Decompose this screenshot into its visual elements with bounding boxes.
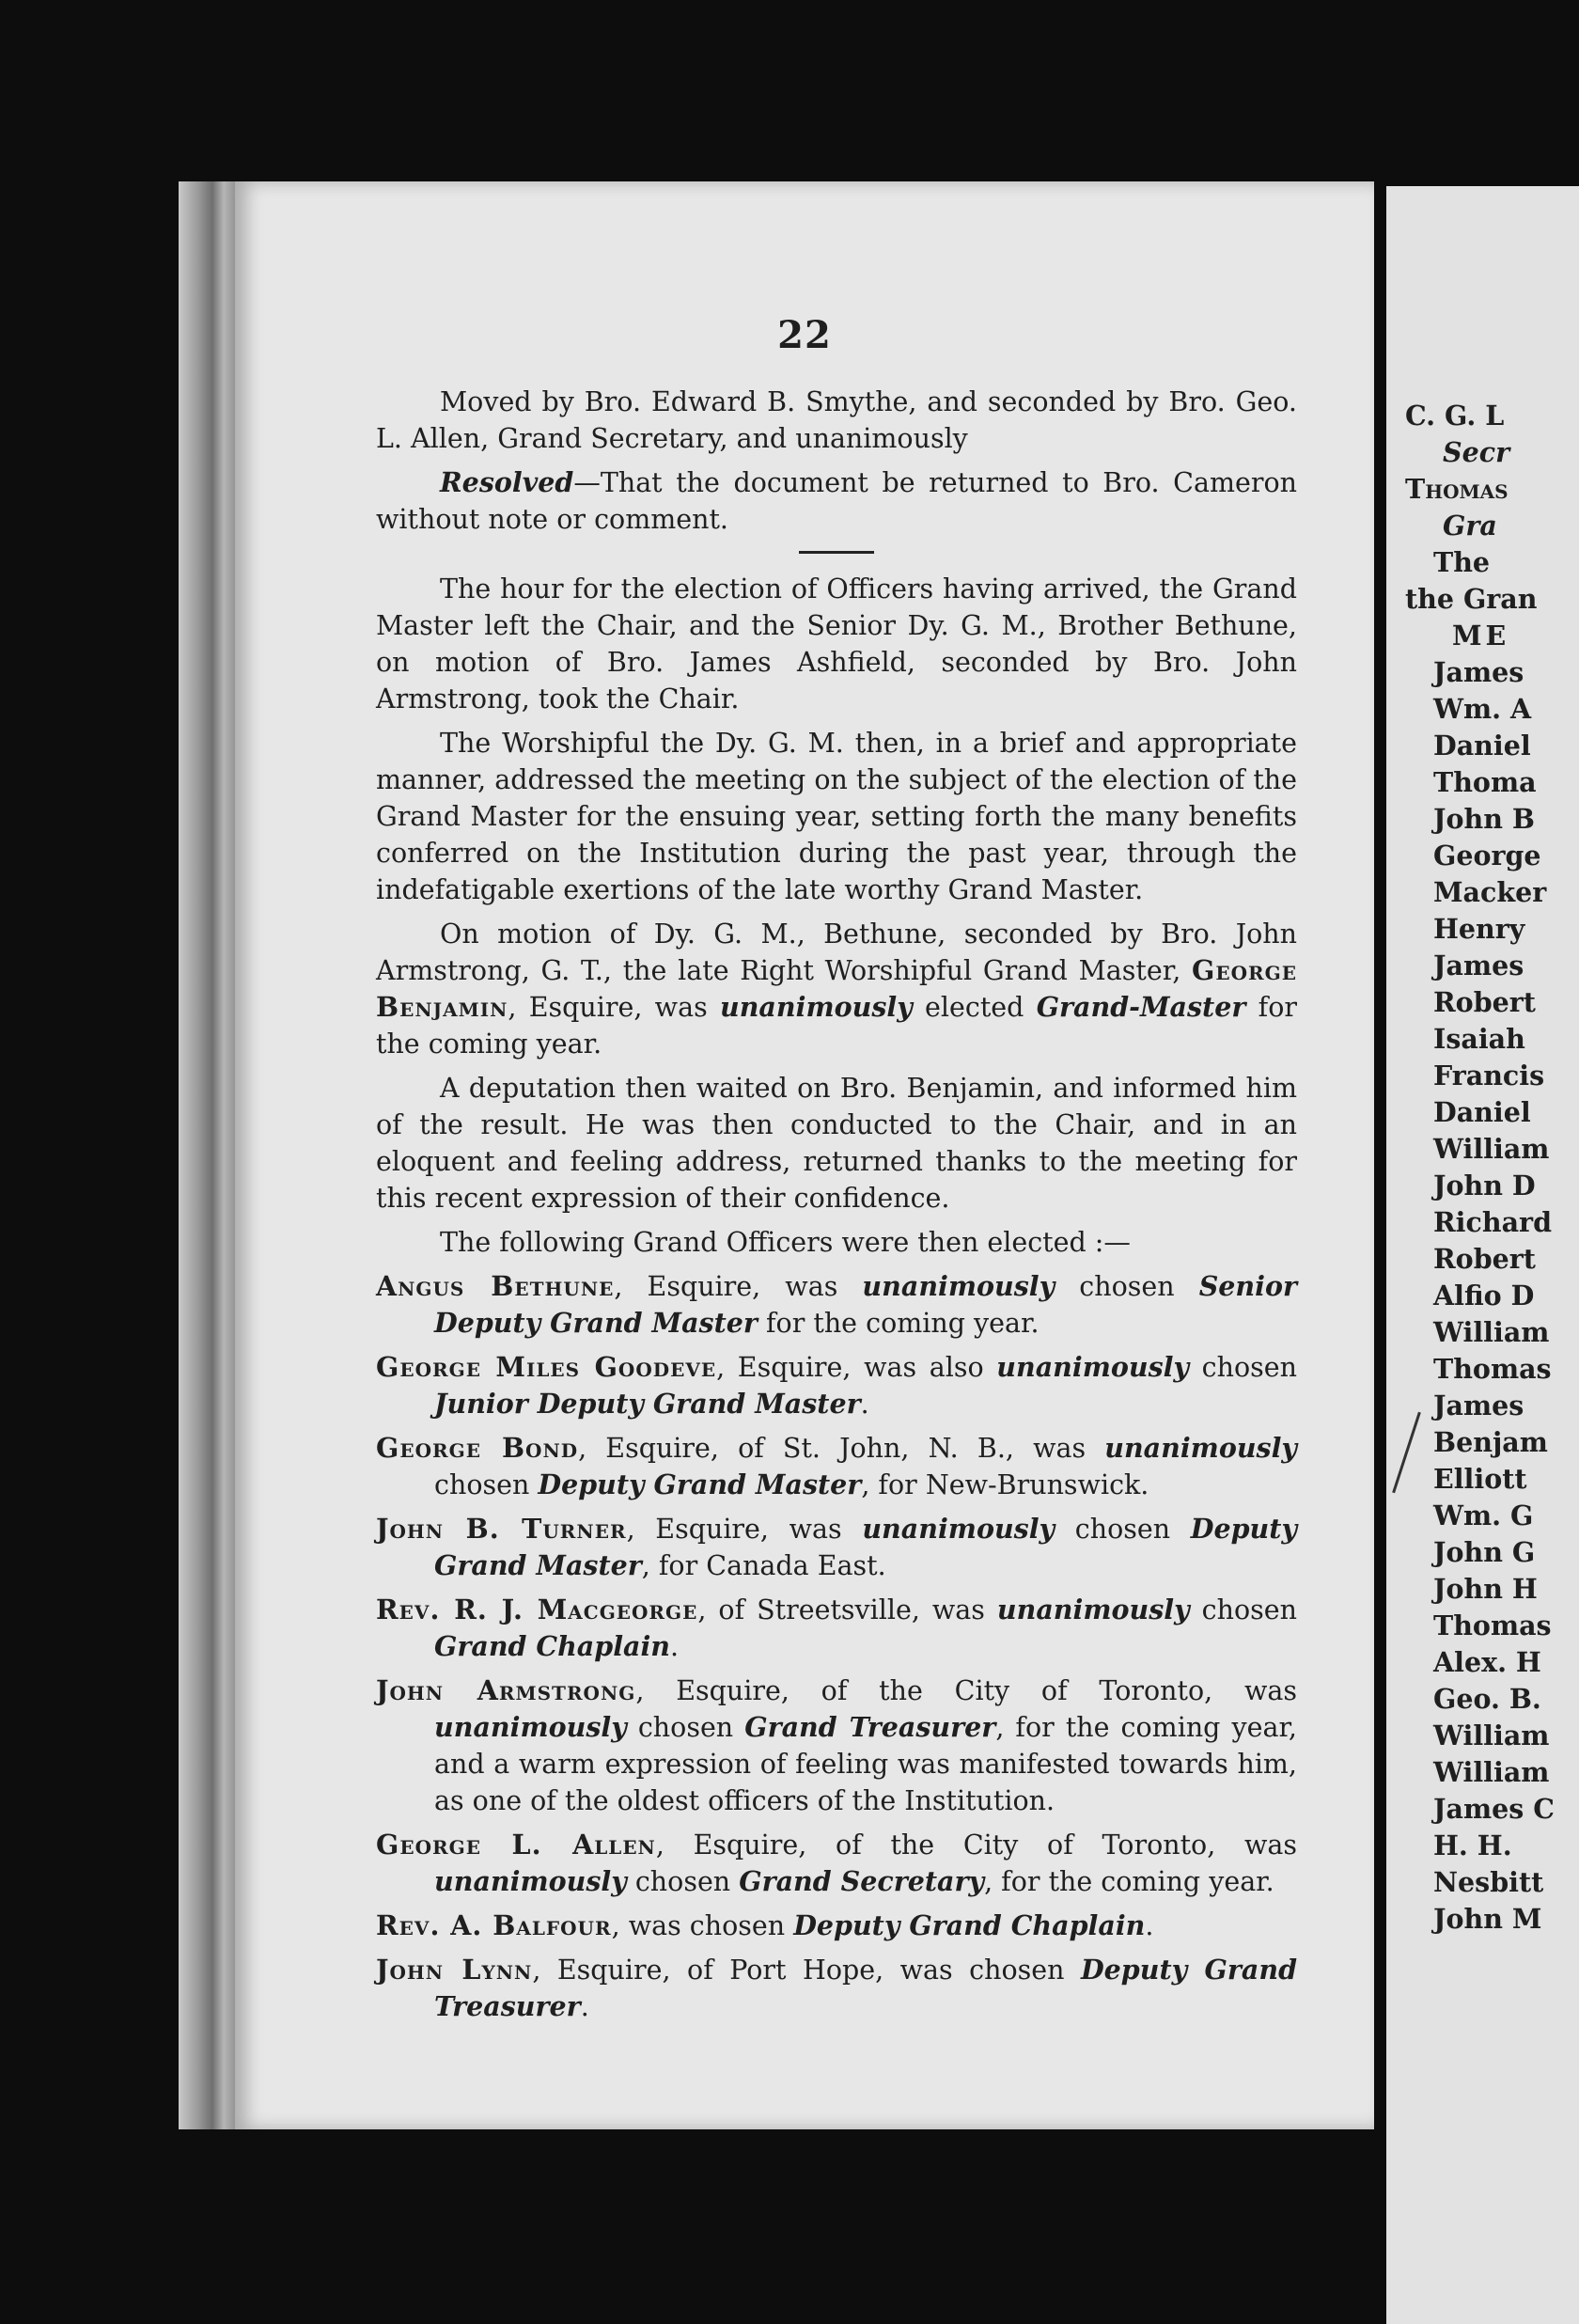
text-run: , for Canada East.: [641, 1550, 886, 1581]
right-page-line: William: [1433, 1316, 1550, 1348]
office-title: Senior Deputy Grand Master: [434, 1270, 1298, 1339]
right-page-line: Alfio D: [1433, 1280, 1535, 1311]
officer-entry: [376, 1672, 1297, 1819]
right-page-line: William: [1433, 1719, 1550, 1751]
office-title: Deputy Grand Master: [434, 1513, 1298, 1581]
right-page-line: Francis: [1433, 1060, 1545, 1091]
text-run: , Esquire, of Port Hope, was chosen: [532, 1955, 1065, 1986]
right-page-line: Robert: [1433, 986, 1536, 1018]
text-run: chosen: [1201, 1594, 1297, 1625]
right-page-line: Richard: [1433, 1206, 1552, 1238]
officer-entry: [376, 1952, 1297, 2025]
officer-name: John Lynn: [376, 1954, 533, 1986]
right-page-line: John M: [1433, 1903, 1542, 1935]
emphasis: unanimously: [862, 1270, 1055, 1302]
right-page-line: James: [1433, 1390, 1524, 1421]
right-page-line: Thomas: [1433, 1610, 1552, 1641]
section-divider: [799, 551, 874, 554]
right-page-line: William: [1433, 1133, 1550, 1165]
page-text: [376, 384, 1297, 2025]
right-page-line: H. H.: [1433, 1829, 1512, 1861]
office-title: Grand-Master: [1036, 991, 1246, 1023]
right-page-line: C. G. L: [1405, 400, 1505, 432]
officer-entry: [376, 1592, 1297, 1665]
right-page-line: the Gran: [1405, 583, 1538, 615]
right-page-line: Gra: [1443, 510, 1497, 542]
text-run: for the coming year.: [765, 1308, 1040, 1339]
right-page-line: George: [1433, 840, 1541, 872]
right-page-line: Geo. B.: [1433, 1683, 1541, 1715]
right-page-line: Alex. H: [1433, 1646, 1541, 1678]
emphasis: unanimously: [996, 1351, 1190, 1383]
paragraph-resolved: [376, 464, 1297, 538]
office-title: Grand Secretary: [739, 1865, 985, 1897]
right-page-line: Henry: [1433, 913, 1525, 945]
paragraph-motion: Moved by Bro. Edward B. Smythe, and seconded by Bro. Geo. L. Allen, Grand Secretary, and unanimously: [376, 386, 1297, 454]
text-run: chosen: [434, 1469, 530, 1500]
paragraph-deputation: A deputation then waited on Bro. Benjamin, and informed him of the result. He was then conducted to the Chair, and in an eloquent and feeling address, returned thanks to the meeting for this recent expression of their confidence.: [376, 1073, 1297, 1214]
text-run: , Esquire, was: [508, 992, 708, 1023]
emphasis: unanimously: [434, 1711, 627, 1743]
text-run: , for New-Brunswick.: [861, 1469, 1149, 1500]
left-page: [235, 181, 1374, 2129]
officer-name: John Armstrong: [376, 1674, 636, 1706]
text-run: .: [1145, 1910, 1154, 1941]
emphasis: unanimously: [996, 1594, 1190, 1625]
right-page-line: Elliott: [1433, 1463, 1527, 1495]
emphasis: unanimously: [1104, 1432, 1297, 1464]
paragraph-address: The Worshipful the Dy. G. M. then, in a brief and appropriate manner, addressed the meeting on the subject of the election of the Grand Master for the ensuing year, setting forth the many benefits conferred on the Institution during the past year, through the indefatigable exertions of the late worthy Grand Master.: [376, 728, 1297, 905]
officer-entry: [376, 1349, 1297, 1422]
right-page-line: James C: [1433, 1793, 1555, 1825]
office-title: Deputy Grand Chaplain: [793, 1909, 1146, 1941]
right-page-line: John H: [1433, 1573, 1538, 1605]
text-run: , for the coming year, and a warm expression of feeling was manifested towards him, as one of the oldest officers of the Institution.: [434, 1712, 1297, 1816]
officer-name: George L. Allen: [376, 1829, 656, 1861]
officer-entry: [376, 1268, 1297, 1342]
officer-name: George Miles Goodeve: [376, 1351, 717, 1383]
right-page-line: Thoma: [1433, 766, 1537, 798]
text-run: , Esquire, of the City of Toronto, was: [655, 1829, 1297, 1861]
right-page-line: Secr: [1443, 436, 1510, 468]
text-run: chosen: [1074, 1514, 1171, 1545]
right-page-line: Benjam: [1433, 1426, 1548, 1458]
officers-list: [376, 1268, 1297, 2025]
office-title: Deputy Grand Master: [538, 1468, 862, 1500]
officer-name: John B. Turner: [376, 1513, 627, 1545]
text-run: for the coming year.: [376, 992, 1297, 1060]
text-run: , of Streetsville, was: [697, 1594, 985, 1625]
right-page-line: James: [1433, 656, 1524, 688]
right-page-line: John G: [1433, 1536, 1536, 1568]
text-run: .: [860, 1389, 869, 1420]
officer-entry: [376, 1827, 1297, 1900]
right-page-line: Wm. A: [1433, 693, 1532, 725]
paragraph-election-hour: The hour for the election of Officers having arrived, the Grand Master left the Chair, and the Senior Dy. G. M., Brother Bethune, on motion of Bro. James Ashfield, seconded by Bro. John Armstrong, took the Chair.: [376, 573, 1297, 714]
page-number: 22: [777, 313, 832, 357]
right-page-line: The: [1433, 546, 1491, 578]
text-run: , Esquire, of the City of Toronto, was: [635, 1675, 1297, 1706]
officer-name: Rev. A. Balfour: [376, 1909, 612, 1941]
right-page-line: Nesbitt: [1433, 1866, 1544, 1898]
right-page-line: Thomas: [1405, 473, 1509, 505]
officer-entry: [376, 1430, 1297, 1503]
right-page-line: John B: [1433, 803, 1535, 835]
office-title: Deputy Grand Treasurer: [434, 1954, 1297, 2022]
text-run: chosen: [1079, 1271, 1175, 1302]
resolved-label: Resolved: [440, 466, 574, 498]
office-title: Grand Chaplain: [434, 1630, 671, 1662]
officer-entry: [376, 1908, 1297, 1944]
right-page-line: William: [1433, 1756, 1550, 1788]
right-page-line: Isaiah: [1433, 1023, 1525, 1055]
right-page-line: Daniel: [1433, 730, 1531, 762]
right-page-text: [1405, 398, 1555, 1938]
officer-name: George Bond: [376, 1432, 579, 1464]
text-run: , Esquire, was: [626, 1514, 842, 1545]
officer-name: Angus Bethune: [376, 1270, 615, 1302]
office-title: Junior Deputy Grand Master: [434, 1388, 861, 1420]
emphasis: unanimously: [434, 1865, 627, 1897]
text-run: chosen: [634, 1866, 731, 1897]
text-run: , Esquire, was: [614, 1271, 838, 1302]
right-page-line: Thomas: [1433, 1353, 1552, 1385]
right-page-line: Robert: [1433, 1243, 1536, 1275]
emphasis: unanimously: [862, 1513, 1055, 1545]
paragraph-officers-intro: The following Grand Officers were then elected :—: [440, 1227, 1131, 1258]
text-run: On motion of Dy. G. M., Bethune, seconded by Bro. John Armstrong, G. T., the late Right Worshipful Grand Master,: [376, 919, 1297, 986]
text-run: .: [580, 1991, 589, 2022]
text-run: , for the coming year.: [984, 1866, 1274, 1897]
officer-name: Rev. R. J. Macgeorge: [376, 1594, 698, 1625]
emphasis: unanimously: [719, 991, 913, 1023]
right-page-line: James: [1433, 950, 1524, 981]
text-run: chosen: [637, 1712, 734, 1743]
right-page-line: Macker: [1433, 876, 1547, 908]
right-page-line: Daniel: [1433, 1096, 1531, 1128]
text-run: .: [670, 1631, 680, 1662]
office-title: Grand Treasurer: [744, 1711, 996, 1743]
resolved-text: —That the document be returned to Bro. Cameron without note or comment.: [376, 467, 1297, 535]
text-run: chosen: [1201, 1352, 1297, 1383]
text-run: , was chosen: [611, 1910, 786, 1941]
officer-name: George Benjamin: [376, 954, 1297, 1023]
paragraph-grand-master-election: [376, 916, 1297, 1062]
right-page-line: John D: [1433, 1170, 1536, 1201]
text-run: elected: [925, 992, 1024, 1023]
officer-entry: [376, 1511, 1297, 1584]
text-run: , Esquire, of St. John, N. B., was: [578, 1433, 1087, 1464]
text-run: , Esquire, was also: [716, 1352, 984, 1383]
right-page: [1386, 186, 1579, 2324]
right-page-line: ME: [1452, 620, 1510, 652]
right-page-line: Wm. G: [1433, 1500, 1534, 1531]
